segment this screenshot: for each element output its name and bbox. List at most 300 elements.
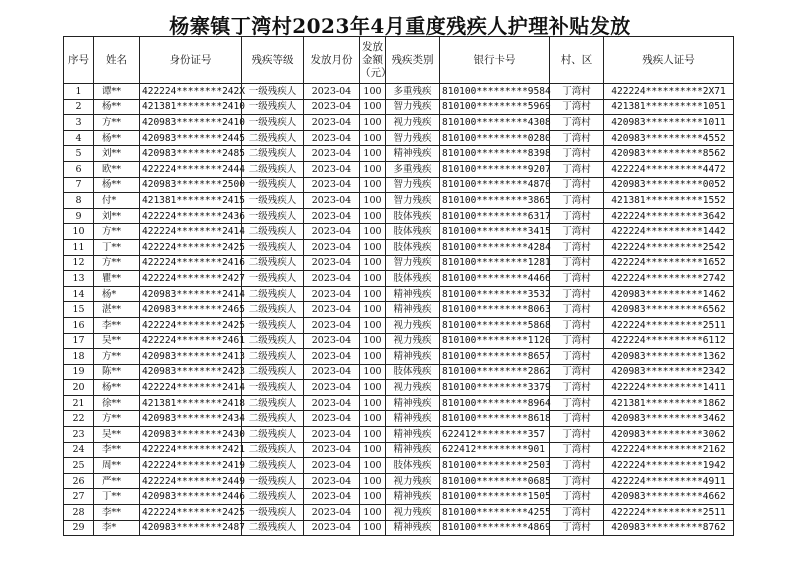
cell-name: 吴** [94, 333, 140, 349]
cell-month: 2023-04 [304, 411, 360, 427]
cell-no: 13 [64, 271, 94, 287]
cell-id-card: 422224********2425 [140, 505, 242, 521]
cell-no: 16 [64, 317, 94, 333]
cell-month: 2023-04 [304, 427, 360, 443]
cell-amount: 100 [360, 427, 386, 443]
cell-category: 肢体残疾 [386, 239, 440, 255]
cell-village: 丁湾村 [550, 84, 604, 100]
cell-village: 丁湾村 [550, 411, 604, 427]
cell-amount: 100 [360, 317, 386, 333]
cell-name: 陈** [94, 364, 140, 380]
cell-no: 29 [64, 520, 94, 536]
cell-bank: 810100*********1120 [440, 333, 550, 349]
cell-amount: 100 [360, 271, 386, 287]
cell-level: 二级残疾人 [242, 442, 304, 458]
cell-no: 14 [64, 286, 94, 302]
cell-month: 2023-04 [304, 302, 360, 318]
cell-name: 李** [94, 317, 140, 333]
cell-cert: 420983**********4552 [604, 130, 734, 146]
table-body [64, 84, 734, 536]
cell-month: 2023-04 [304, 161, 360, 177]
cell-level: 二级残疾人 [242, 520, 304, 536]
cell-category: 智力残疾 [386, 99, 440, 115]
cell-id-card: 422224********2444 [140, 161, 242, 177]
cell-bank: 810100*********6317 [440, 208, 550, 224]
table-row [64, 208, 734, 224]
cell-id-card: 420983********2423 [140, 364, 242, 380]
cell-village: 丁湾村 [550, 317, 604, 333]
cell-amount: 100 [360, 146, 386, 162]
table-row [64, 349, 734, 365]
cell-month: 2023-04 [304, 505, 360, 521]
cell-amount: 100 [360, 130, 386, 146]
cell-category: 智力残疾 [386, 130, 440, 146]
cell-bank: 810100*********3532 [440, 286, 550, 302]
cell-id-card: 422224********2425 [140, 317, 242, 333]
cell-village: 丁湾村 [550, 271, 604, 287]
table-row [64, 130, 734, 146]
cell-village: 丁湾村 [550, 520, 604, 536]
cell-category: 肢体残疾 [386, 458, 440, 474]
cell-name: 方** [94, 255, 140, 271]
cell-no: 6 [64, 161, 94, 177]
cell-bank: 810100*********4284 [440, 239, 550, 255]
cell-category: 多重残疾 [386, 161, 440, 177]
cell-no: 17 [64, 333, 94, 349]
cell-id-card: 421381********2418 [140, 395, 242, 411]
cell-village: 丁湾村 [550, 395, 604, 411]
cell-bank: 810100*********8063 [440, 302, 550, 318]
cell-category: 肢体残疾 [386, 224, 440, 240]
cell-no: 28 [64, 505, 94, 521]
cell-cert: 420983**********8762 [604, 520, 734, 536]
cell-bank: 810100*********4255 [440, 505, 550, 521]
table-row [64, 271, 734, 287]
cell-village: 丁湾村 [550, 255, 604, 271]
cell-category: 多重残疾 [386, 84, 440, 100]
cell-no: 5 [64, 146, 94, 162]
document-title: 杨寨镇丁湾村2023年4月重度残疾人护理补贴发放 [169, 14, 631, 38]
cell-no: 24 [64, 442, 94, 458]
cell-name: 杨* [94, 286, 140, 302]
cell-cert: 422224**********2511 [604, 505, 734, 521]
cell-month: 2023-04 [304, 286, 360, 302]
cell-bank: 810100*********1505 [440, 489, 550, 505]
cell-month: 2023-04 [304, 364, 360, 380]
cell-level: 一级残疾人 [242, 193, 304, 209]
cell-category: 视力残疾 [386, 380, 440, 396]
cell-level: 二级残疾人 [242, 364, 304, 380]
cell-no: 25 [64, 458, 94, 474]
cell-level: 二级残疾人 [242, 146, 304, 162]
cell-level: 二级残疾人 [242, 395, 304, 411]
cell-no: 3 [64, 115, 94, 131]
cell-id-card: 422224********2427 [140, 271, 242, 287]
table-row [64, 489, 734, 505]
table-row [64, 442, 734, 458]
cell-amount: 100 [360, 395, 386, 411]
cell-level: 一级残疾人 [242, 271, 304, 287]
cell-name: 李** [94, 505, 140, 521]
cell-name: 严** [94, 473, 140, 489]
cell-village: 丁湾村 [550, 99, 604, 115]
cell-category: 视力残疾 [386, 473, 440, 489]
cell-amount: 100 [360, 520, 386, 536]
cell-name: 杨** [94, 130, 140, 146]
table-row [64, 473, 734, 489]
cell-id-card: 422224********2419 [140, 458, 242, 474]
cell-level: 一级残疾人 [242, 84, 304, 100]
cell-month: 2023-04 [304, 255, 360, 271]
cell-month: 2023-04 [304, 193, 360, 209]
table-header-row [64, 37, 734, 84]
cell-bank: 810100*********5969 [440, 99, 550, 115]
cell-month: 2023-04 [304, 458, 360, 474]
cell-id-card: 420983********2430 [140, 427, 242, 443]
cell-category: 精神残疾 [386, 411, 440, 427]
cell-name: 方** [94, 224, 140, 240]
cell-no: 26 [64, 473, 94, 489]
cell-amount: 100 [360, 161, 386, 177]
cell-month: 2023-04 [304, 489, 360, 505]
cell-village: 丁湾村 [550, 177, 604, 193]
cell-amount: 100 [360, 302, 386, 318]
cell-village: 丁湾村 [550, 208, 604, 224]
header-amount: 发放金额（元） [360, 37, 386, 84]
cell-bank: 810100*********0685 [440, 473, 550, 489]
cell-id-card: 420983********2485 [140, 146, 242, 162]
cell-name: 丁** [94, 239, 140, 255]
cell-month: 2023-04 [304, 177, 360, 193]
cell-category: 肢体残疾 [386, 364, 440, 380]
cell-no: 20 [64, 380, 94, 396]
cell-cert: 421381**********1051 [604, 99, 734, 115]
cell-level: 二级残疾人 [242, 302, 304, 318]
cell-amount: 100 [360, 193, 386, 209]
cell-category: 智力残疾 [386, 255, 440, 271]
cell-name: 谭** [94, 84, 140, 100]
cell-category: 精神残疾 [386, 395, 440, 411]
cell-month: 2023-04 [304, 317, 360, 333]
cell-level: 二级残疾人 [242, 427, 304, 443]
cell-level: 一级残疾人 [242, 473, 304, 489]
cell-id-card: 422224********2414 [140, 224, 242, 240]
cell-category: 精神残疾 [386, 520, 440, 536]
cell-level: 二级残疾人 [242, 224, 304, 240]
cell-id-card: 420983********2465 [140, 302, 242, 318]
cell-amount: 100 [360, 442, 386, 458]
cell-cert: 421381**********1552 [604, 193, 734, 209]
cell-amount: 100 [360, 208, 386, 224]
cell-cert: 420983**********0052 [604, 177, 734, 193]
cell-bank: 810100*********1281 [440, 255, 550, 271]
cell-month: 2023-04 [304, 333, 360, 349]
cell-cert: 422224**********1942 [604, 458, 734, 474]
subsidy-table [63, 36, 734, 536]
cell-name: 吴** [94, 427, 140, 443]
table-row [64, 520, 734, 536]
cell-amount: 100 [360, 255, 386, 271]
cell-bank: 810100*********9207 [440, 161, 550, 177]
cell-category: 精神残疾 [386, 427, 440, 443]
table-row [64, 99, 734, 115]
cell-level: 二级残疾人 [242, 411, 304, 427]
cell-category: 肢体残疾 [386, 208, 440, 224]
cell-bank: 810100*********8618 [440, 411, 550, 427]
cell-cert: 422224**********4472 [604, 161, 734, 177]
cell-cert: 420983**********1462 [604, 286, 734, 302]
table-row [64, 177, 734, 193]
cell-id-card: 420983********2487 [140, 520, 242, 536]
table-row [64, 302, 734, 318]
cell-category: 视力残疾 [386, 317, 440, 333]
cell-village: 丁湾村 [550, 349, 604, 365]
cell-name: 李* [94, 520, 140, 536]
cell-level: 二级残疾人 [242, 286, 304, 302]
cell-cert: 421381**********1862 [604, 395, 734, 411]
cell-id-card: 420983********2434 [140, 411, 242, 427]
cell-name: 湛** [94, 302, 140, 318]
cell-no: 4 [64, 130, 94, 146]
header-village: 村、区 [550, 37, 604, 84]
header-category: 残疾类别 [386, 37, 440, 84]
cell-amount: 100 [360, 115, 386, 131]
cell-category: 精神残疾 [386, 302, 440, 318]
cell-village: 丁湾村 [550, 286, 604, 302]
cell-bank: 622412*********357 [440, 427, 550, 443]
cell-amount: 100 [360, 411, 386, 427]
cell-level: 二级残疾人 [242, 255, 304, 271]
cell-village: 丁湾村 [550, 161, 604, 177]
cell-id-card: 422224********2421 [140, 442, 242, 458]
cell-bank: 810100*********2503 [440, 458, 550, 474]
cell-name: 付* [94, 193, 140, 209]
cell-cert: 422224**********4911 [604, 473, 734, 489]
cell-month: 2023-04 [304, 115, 360, 131]
cell-cert: 422224**********2X71 [604, 84, 734, 100]
cell-name: 杨** [94, 99, 140, 115]
cell-no: 19 [64, 364, 94, 380]
cell-cert: 420983**********8562 [604, 146, 734, 162]
cell-no: 15 [64, 302, 94, 318]
cell-id-card: 420983********2413 [140, 349, 242, 365]
cell-id-card: 422224********2416 [140, 255, 242, 271]
cell-name: 杨** [94, 177, 140, 193]
table-row [64, 161, 734, 177]
cell-amount: 100 [360, 349, 386, 365]
cell-village: 丁湾村 [550, 333, 604, 349]
cell-cert: 420983**********3062 [604, 427, 734, 443]
cell-month: 2023-04 [304, 130, 360, 146]
cell-bank: 622412*********901 [440, 442, 550, 458]
cell-no: 8 [64, 193, 94, 209]
cell-name: 刘** [94, 146, 140, 162]
cell-name: 丁** [94, 489, 140, 505]
cell-month: 2023-04 [304, 395, 360, 411]
cell-name: 刘** [94, 208, 140, 224]
cell-village: 丁湾村 [550, 458, 604, 474]
cell-id-card: 422224********2449 [140, 473, 242, 489]
cell-no: 10 [64, 224, 94, 240]
cell-amount: 100 [360, 224, 386, 240]
cell-bank: 810100*********8964 [440, 395, 550, 411]
cell-month: 2023-04 [304, 380, 360, 396]
cell-level: 二级残疾人 [242, 130, 304, 146]
cell-village: 丁湾村 [550, 380, 604, 396]
cell-bank: 810100*********2862 [440, 364, 550, 380]
cell-month: 2023-04 [304, 208, 360, 224]
cell-cert: 420983**********1011 [604, 115, 734, 131]
cell-village: 丁湾村 [550, 489, 604, 505]
header-bank: 银行卡号 [440, 37, 550, 84]
cell-amount: 100 [360, 333, 386, 349]
header-no: 序号 [64, 37, 94, 84]
cell-cert: 422224**********2742 [604, 271, 734, 287]
cell-level: 二级残疾人 [242, 489, 304, 505]
cell-cert: 420983**********4662 [604, 489, 734, 505]
cell-village: 丁湾村 [550, 427, 604, 443]
cell-no: 1 [64, 84, 94, 100]
cell-category: 精神残疾 [386, 146, 440, 162]
cell-cert: 422224**********1442 [604, 224, 734, 240]
table-row [64, 427, 734, 443]
cell-level: 二级残疾人 [242, 349, 304, 365]
cell-bank: 810100*********4869 [440, 520, 550, 536]
cell-category: 精神残疾 [386, 286, 440, 302]
cell-id-card: 420983********2410 [140, 115, 242, 131]
cell-name: 方** [94, 115, 140, 131]
cell-month: 2023-04 [304, 84, 360, 100]
cell-id-card: 420983********2446 [140, 489, 242, 505]
cell-no: 22 [64, 411, 94, 427]
cell-month: 2023-04 [304, 239, 360, 255]
cell-category: 视力残疾 [386, 115, 440, 131]
cell-amount: 100 [360, 286, 386, 302]
cell-amount: 100 [360, 84, 386, 100]
cell-bank: 810100*********4466 [440, 271, 550, 287]
cell-month: 2023-04 [304, 224, 360, 240]
cell-level: 二级残疾人 [242, 333, 304, 349]
cell-category: 精神残疾 [386, 349, 440, 365]
cell-level: 一级残疾人 [242, 115, 304, 131]
table-row [64, 458, 734, 474]
cell-bank: 810100*********9584 [440, 84, 550, 100]
cell-amount: 100 [360, 99, 386, 115]
cell-no: 23 [64, 427, 94, 443]
cell-name: 徐** [94, 395, 140, 411]
cell-category: 视力残疾 [386, 333, 440, 349]
table-row [64, 239, 734, 255]
cell-id-card: 422224********2461 [140, 333, 242, 349]
cell-category: 智力残疾 [386, 177, 440, 193]
cell-no: 12 [64, 255, 94, 271]
table-row [64, 84, 734, 100]
table-row [64, 411, 734, 427]
table-row [64, 193, 734, 209]
table-row [64, 505, 734, 521]
cell-level: 一级残疾人 [242, 380, 304, 396]
header-level: 残疾等级 [242, 37, 304, 84]
cell-category: 肢体残疾 [386, 271, 440, 287]
cell-month: 2023-04 [304, 271, 360, 287]
cell-amount: 100 [360, 177, 386, 193]
cell-no: 11 [64, 239, 94, 255]
cell-level: 二级残疾人 [242, 161, 304, 177]
header-month: 发放月份 [304, 37, 360, 84]
cell-level: 一级残疾人 [242, 99, 304, 115]
cell-village: 丁湾村 [550, 224, 604, 240]
table-row [64, 395, 734, 411]
header-cert: 残疾人证号 [604, 37, 734, 84]
cell-bank: 810100*********5868 [440, 317, 550, 333]
cell-cert: 420983**********2342 [604, 364, 734, 380]
cell-level: 一级残疾人 [242, 317, 304, 333]
cell-category: 视力残疾 [386, 505, 440, 521]
cell-id-card: 421381********2410 [140, 99, 242, 115]
cell-no: 7 [64, 177, 94, 193]
cell-id-card: 420983********2500 [140, 177, 242, 193]
cell-cert: 420983**********6562 [604, 302, 734, 318]
cell-amount: 100 [360, 458, 386, 474]
cell-bank: 810100*********3379 [440, 380, 550, 396]
cell-month: 2023-04 [304, 520, 360, 536]
cell-village: 丁湾村 [550, 473, 604, 489]
cell-village: 丁湾村 [550, 130, 604, 146]
cell-month: 2023-04 [304, 146, 360, 162]
cell-level: 二级残疾人 [242, 458, 304, 474]
cell-id-card: 420983********2414 [140, 286, 242, 302]
table-row [64, 364, 734, 380]
cell-category: 精神残疾 [386, 442, 440, 458]
cell-month: 2023-04 [304, 473, 360, 489]
header-name: 姓名 [94, 37, 140, 84]
cell-village: 丁湾村 [550, 193, 604, 209]
header-id-card: 身份证号 [140, 37, 242, 84]
cell-bank: 810100*********8657 [440, 349, 550, 365]
cell-cert: 422224**********1652 [604, 255, 734, 271]
cell-level: 一级残疾人 [242, 505, 304, 521]
cell-id-card: 422224********2425 [140, 239, 242, 255]
cell-village: 丁湾村 [550, 442, 604, 458]
table-row [64, 286, 734, 302]
table-row [64, 115, 734, 131]
cell-bank: 810100*********8398 [440, 146, 550, 162]
cell-id-card: 422224********2436 [140, 208, 242, 224]
cell-level: 一级残疾人 [242, 208, 304, 224]
table-row [64, 333, 734, 349]
cell-amount: 100 [360, 473, 386, 489]
cell-month: 2023-04 [304, 349, 360, 365]
cell-no: 9 [64, 208, 94, 224]
cell-amount: 100 [360, 505, 386, 521]
cell-month: 2023-04 [304, 442, 360, 458]
cell-village: 丁湾村 [550, 115, 604, 131]
cell-village: 丁湾村 [550, 364, 604, 380]
cell-bank: 810100*********3415 [440, 224, 550, 240]
cell-bank: 810100*********3865 [440, 193, 550, 209]
table-row [64, 146, 734, 162]
cell-id-card: 422224********2414 [140, 380, 242, 396]
cell-bank: 810100*********4308 [440, 115, 550, 131]
cell-month: 2023-04 [304, 99, 360, 115]
cell-no: 18 [64, 349, 94, 365]
cell-name: 周** [94, 458, 140, 474]
cell-cert: 422224**********6112 [604, 333, 734, 349]
cell-id-card: 420983********2445 [140, 130, 242, 146]
table-row [64, 380, 734, 396]
cell-name: 方** [94, 349, 140, 365]
cell-name: 欧** [94, 161, 140, 177]
